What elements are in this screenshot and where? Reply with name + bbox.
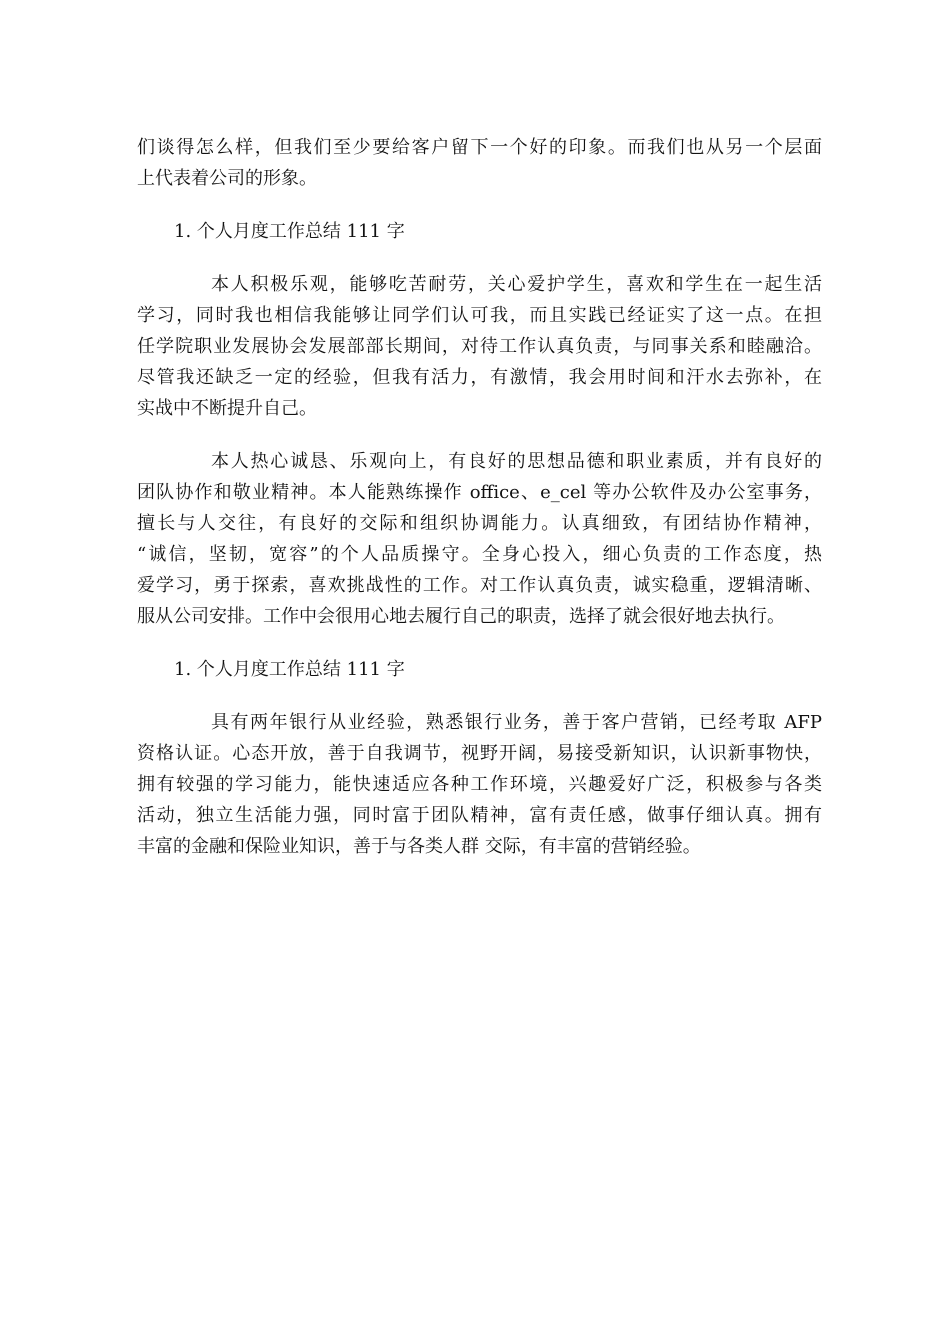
paragraph-banking-experience [137, 707, 822, 862]
text-line: 擅长与人交往，有良好的交际和组织协调能力。认真细致，有团结协作精神， [137, 513, 822, 534]
paragraph-personal-intro [137, 269, 822, 424]
text-line: 本人积极乐观，能够吃苦耐劳，关心爱护学生，喜欢和学生在一起生活 [211, 274, 822, 295]
text-line: 活动，独立生活能力强，同时富于团队精神，富有责任感，做事仔细认真。拥有 [137, 805, 822, 826]
section-heading: 1. 个人月度工作总结 111 字 [174, 659, 405, 680]
text-line: 具有两年银行从业经验，熟悉银行业务，善于客户营销，已经考取 AFP [211, 712, 822, 733]
text-line: 团队协作和敬业精神。本人能熟练操作 office、e_cel 等办公软件及办公室事务， [137, 482, 822, 503]
text-line: 任学院职业发展协会发展部部长期间，对待工作认真负责，与同事关系和睦融洽。 [137, 336, 822, 357]
text-line: 实战中不断提升自己。 [137, 398, 317, 419]
text-line: 拥有较强的学习能力，能快速适应各种工作环境，兴趣爱好广泛，积极参与各类 [137, 774, 822, 795]
text-line: 服从公司安排。工作中会很用心地去履行自己的职责，选择了就会很好地去执行。 [137, 606, 785, 627]
text-line: 尽管我还缺乏一定的经验，但我有活力，有激情，我会用时间和汗水去弥补，在 [137, 367, 822, 388]
text-line: 资格认证。心态开放，善于自我调节，视野开阔，易接受新知识，认识新事物快， [137, 743, 822, 764]
text-line: 上代表着公司的形象。 [137, 168, 317, 189]
paragraph-personal-qualities [137, 446, 822, 632]
section-heading: 1. 个人月度工作总结 111 字 [174, 221, 405, 242]
document-body [137, 132, 822, 862]
paragraph-continuation [137, 132, 822, 194]
text-line: 学习，同时我也相信我能够让同学们认可我，而且实践已经证实了这一点。在担 [137, 305, 822, 326]
text-line: 丰富的金融和保险业知识，善于与各类人群 交际，有丰富的营销经验。 [137, 836, 701, 857]
text-line: 们谈得怎么样，但我们至少要给客户留下一个好的印象。而我们也从另一个层面 [137, 137, 822, 158]
text-line: “诚信，坚韧，宽容”的个人品质操守。全身心投入，细心负责的工作态度，热 [137, 544, 822, 565]
text-line: 本人热心诚恳、乐观向上，有良好的思想品德和职业素质，并有良好的 [211, 451, 822, 472]
text-line: 爱学习，勇于探索，喜欢挑战性的工作。对工作认真负责，诚实稳重，逻辑清晰、 [137, 575, 822, 596]
